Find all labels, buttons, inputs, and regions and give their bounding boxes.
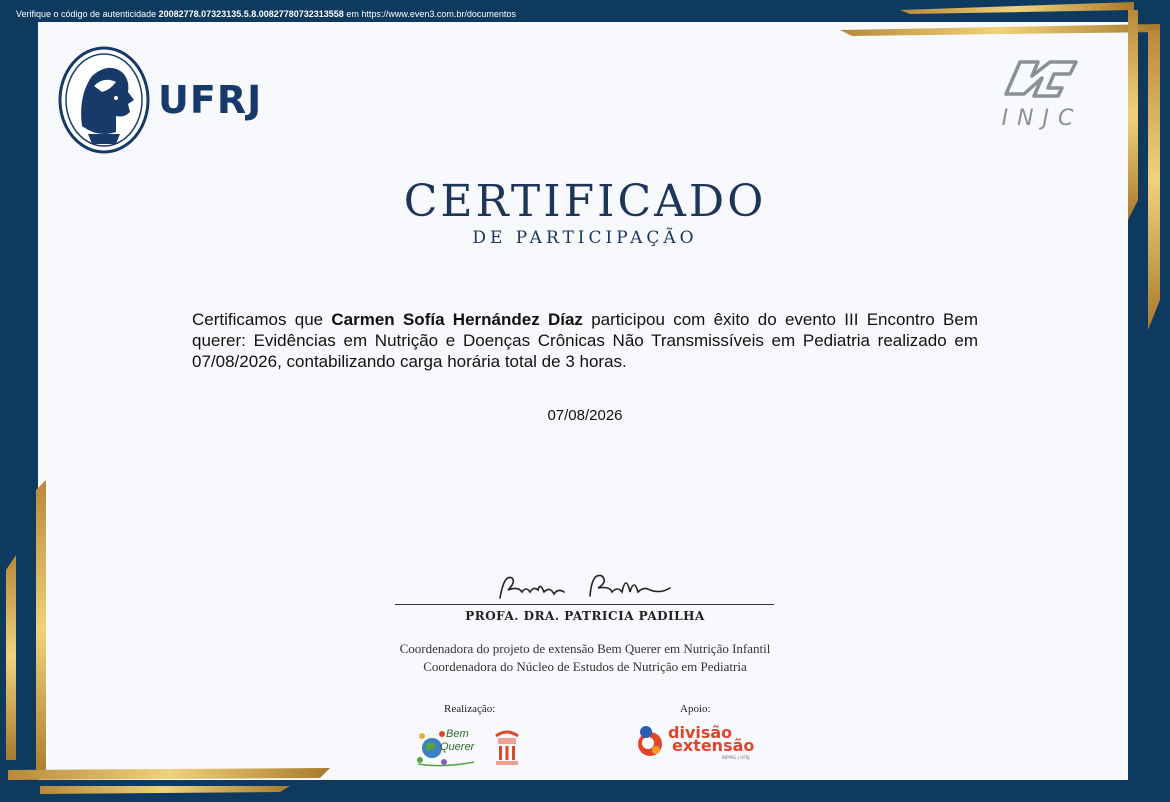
verification-prefix: Verifique o código de autenticidade bbox=[16, 9, 157, 19]
verification-bar bbox=[0, 0, 1170, 22]
divisao-extensao-logo-icon bbox=[634, 724, 666, 758]
apoio-label: Apoio: bbox=[680, 703, 711, 715]
verification-suffix: em https://www.even3.com.br/documentos bbox=[346, 9, 516, 19]
ufrj-wordmark: UFRJ bbox=[158, 78, 263, 122]
handwritten-signature bbox=[494, 568, 680, 606]
signatory-role-2: Coordenadora do Núcleo de Estudos de Nutrição em Pediatria bbox=[423, 659, 747, 674]
certificate-body bbox=[192, 309, 978, 372]
bem-querer-text-1: Bem bbox=[446, 728, 469, 740]
divisao-subtext: INPPAG | UFRJ bbox=[722, 755, 750, 760]
body-description: participou com êxito do evento III Encontro Bem querer: Evidências em Nutrição e Doenças Crônicas Não Transmissíveis em Pediatria realizado em 07/08/2026, contabilizando carga horária total de 3 horas. bbox=[192, 310, 978, 371]
participant-name: Carmen Sofía Hernández Díaz bbox=[331, 310, 583, 329]
verification-code: 20082778.07323135.5.8.00827780732313558 bbox=[158, 9, 344, 19]
realizacao-label: Realização: bbox=[444, 703, 496, 715]
institution-building-icon bbox=[492, 728, 522, 768]
issue-date: 07/08/2026 bbox=[547, 407, 623, 424]
certificate-subtitle: DE PARTICIPAÇÃO bbox=[472, 228, 698, 248]
signatory-role-1: Coordenadora do projeto de extensão Bem Querer em Nutrição Infantil bbox=[399, 641, 771, 656]
ufrj-seal-icon bbox=[58, 46, 150, 154]
certificate-title: CERTIFICADO bbox=[403, 176, 767, 227]
bem-querer-text-2: Querer bbox=[440, 741, 475, 753]
extensao-text: extensão bbox=[672, 736, 755, 755]
divisao-text: divisão bbox=[668, 723, 733, 742]
signatory-name: PROFA. DRA. PATRICIA PADILHA bbox=[465, 609, 705, 623]
signature-line bbox=[395, 604, 774, 605]
injc-logo-icon bbox=[998, 54, 1082, 102]
injc-wordmark: INJC bbox=[1001, 106, 1083, 131]
verification-notice bbox=[16, 9, 516, 19]
body-intro: Certificamos que bbox=[192, 310, 324, 329]
